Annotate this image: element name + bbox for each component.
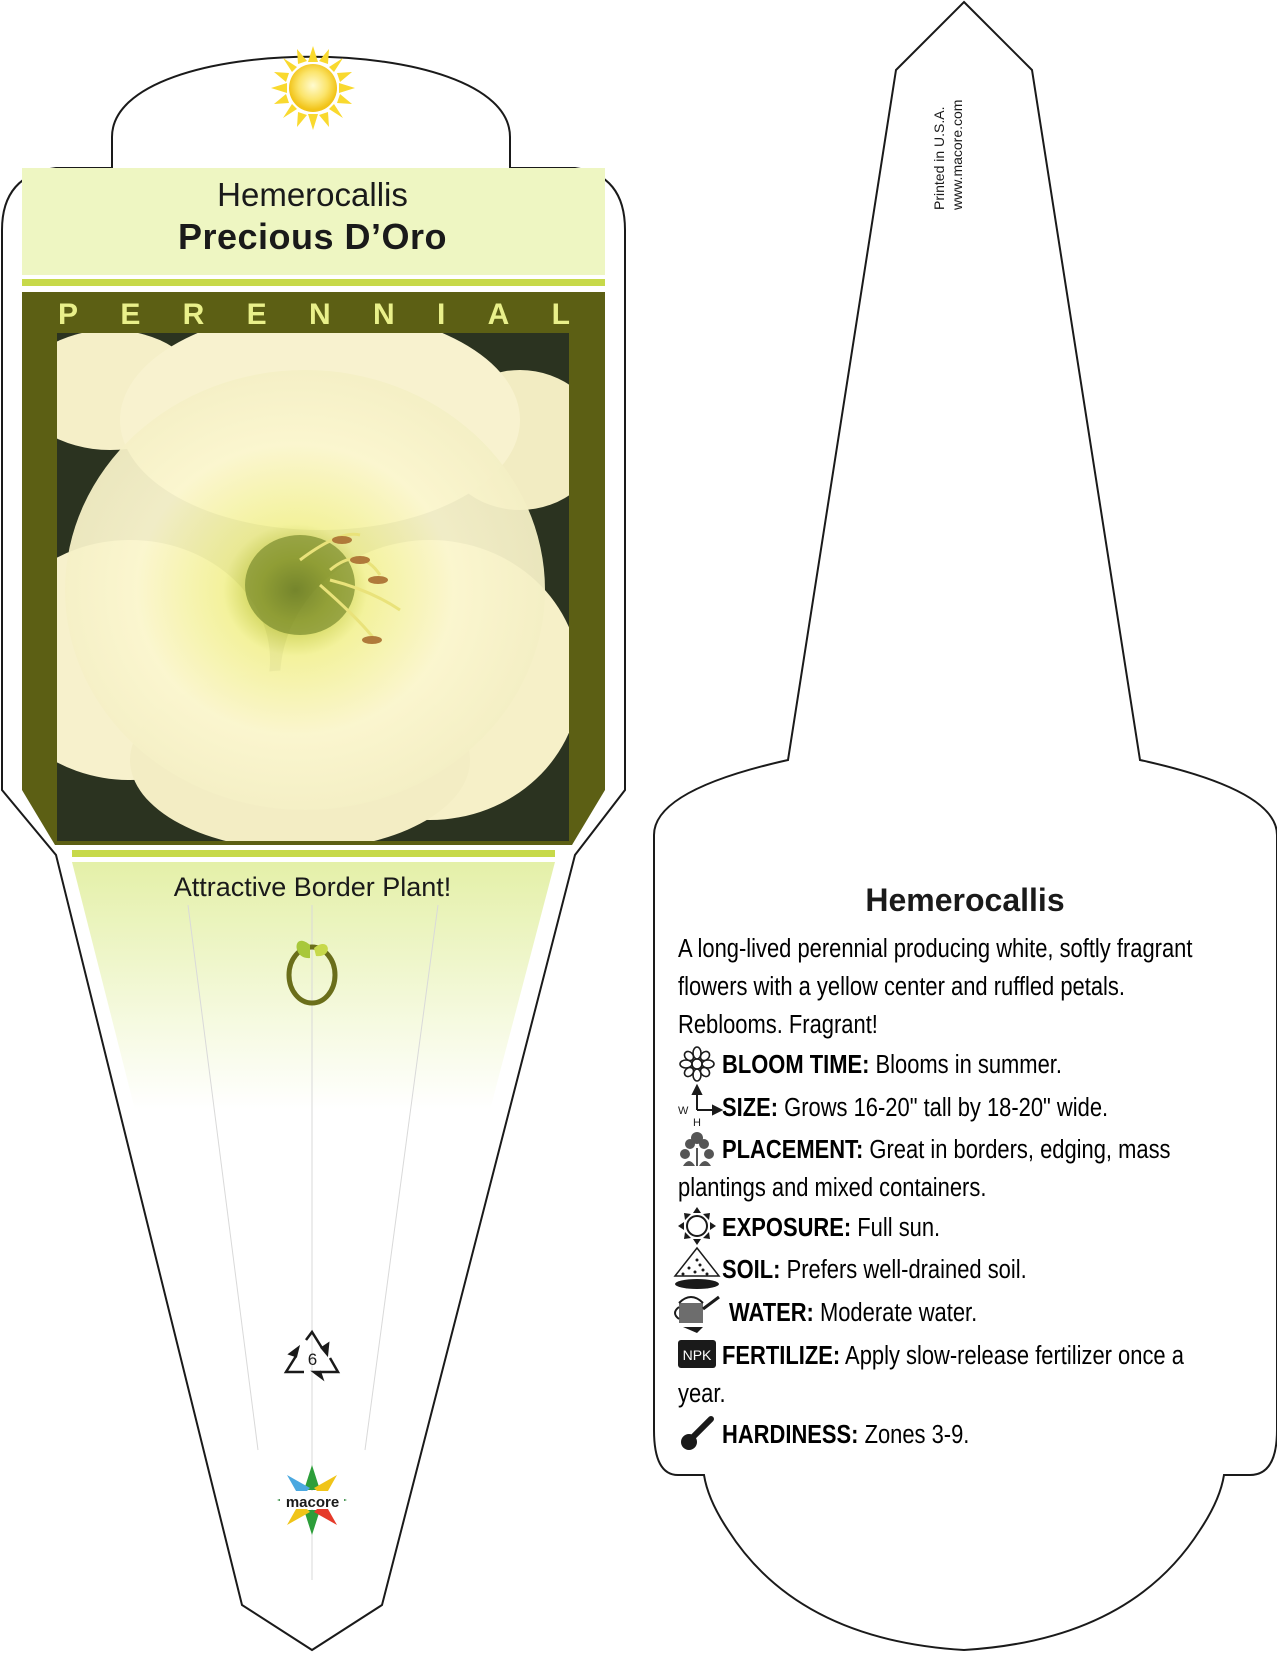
sun-icon [271,46,355,130]
spec-water [729,1294,977,1332]
spec-soil [722,1251,1027,1289]
category-letter: N [372,298,395,331]
tagline: Attractive Border Plant! [173,872,452,902]
category-letter: P [58,298,79,331]
plant-genus: Hemerocallis [217,176,408,213]
category-letter: I [436,298,446,331]
lime-stripe-bottom [72,850,555,857]
spec-label: HARDINESS: [722,1421,859,1449]
spec-label: WATER: [729,1299,814,1327]
category-letter: L [551,298,570,331]
print-info [930,50,966,210]
description-line: flowers with a yellow center and ruffled petals. [678,973,1125,1001]
description-line: A long-lived perennial producing white, softly fragrant [678,935,1193,963]
website: www.macore.com [949,99,965,210]
brand-name: macore [285,1494,340,1511]
category-letter: N [308,298,331,331]
category-letter: E [246,298,267,331]
category-letter: E [120,298,141,331]
spec-label: EXPOSURE: [722,1214,852,1242]
spec-value: Moderate water. [819,1299,978,1327]
lime-stripe-top [22,279,605,286]
description-line: Reblooms. Fragrant! [678,1011,878,1039]
spec-bloom-time [722,1046,1062,1084]
spec-label: SIZE: [722,1094,779,1122]
spec-label: PLACEMENT: [722,1136,864,1164]
spec-value: Full sun. [857,1214,941,1242]
spec-fertilize [722,1337,1184,1375]
flower-photo [0,310,600,850]
right-tag-outline [654,2,1277,1650]
category-letter: A [487,298,510,331]
npk-icon [678,1340,716,1368]
spec-value: Zones 3-9. [864,1421,970,1449]
spec-fertilize-cont: year. [678,1380,726,1408]
spec-placement [722,1131,1171,1169]
spec-size [722,1089,1108,1127]
spec-label: BLOOM TIME: [722,1051,870,1079]
spec-hardiness [722,1416,969,1454]
category-letter: R [182,298,205,331]
plant-cultivar: Precious D’Oro [177,216,448,257]
spec-placement-cont: plantings and mixed containers. [678,1174,987,1202]
spec-label: SOIL: [722,1256,781,1284]
printed-in: Printed in U.S.A. [931,106,947,210]
svg-text:NPK: NPK [682,1347,712,1363]
spec-value: Grows 16-20" tall by 18-20" wide. [784,1094,1109,1122]
spec-label: FERTILIZE: [722,1342,841,1370]
category-label [58,298,570,332]
recycle-number: 6 [307,1350,318,1369]
spec-value: Prefers well-drained soil. [786,1256,1027,1284]
svg-text:H: H [693,1117,701,1129]
care-title: Hemerocallis [865,882,1065,918]
spec-exposure [722,1209,940,1247]
spec-value: Blooms in summer. [875,1051,1062,1079]
svg-text:W: W [678,1105,689,1117]
spec-value: Apply slow-release fertilizer once a [845,1342,1184,1370]
spec-value: Great in borders, edging, mass [869,1136,1171,1164]
